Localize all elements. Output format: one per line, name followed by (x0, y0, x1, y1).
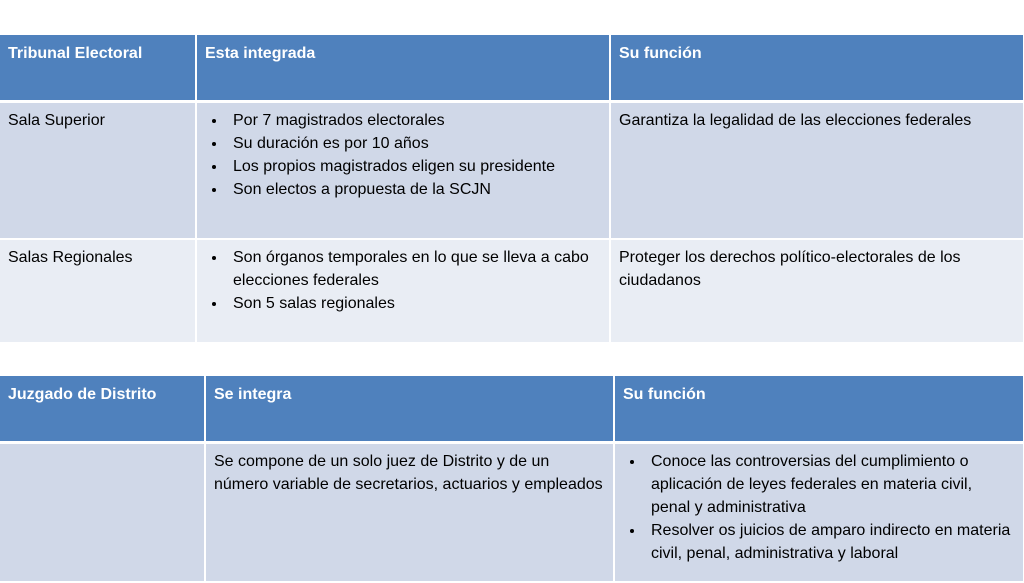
row-label: Salas Regionales (0, 239, 196, 343)
function-cell: Proteger los derechos político-electorales de los ciudadanos (610, 239, 1024, 343)
tribunal-electoral-table (0, 35, 1024, 344)
column-header: Esta integrada (196, 35, 610, 101)
integration-cell: Se compone de un solo juez de Distrito y de un número variable de secretarios, actuarios y empleados (205, 442, 614, 582)
column-header: Juzgado de Distrito (0, 376, 205, 442)
list-item: • Por 7 magistrados electorales (227, 109, 601, 132)
list-item: • Su duración es por 10 años (227, 132, 601, 155)
bullet-cell (196, 239, 610, 343)
column-header: Su función (614, 376, 1024, 442)
list-item: • Son 5 salas regionales (227, 292, 601, 315)
table-row (0, 442, 1024, 582)
row-label: Sala Superior (0, 101, 196, 239)
list-item: • Son electos a propuesta de la SCJN (227, 178, 601, 201)
bullet-list (205, 109, 601, 201)
list-item: • Conoce las controversias del cumplimiento o aplicación de leyes federales en materia civil, penal y administrativa (645, 450, 1015, 519)
column-header: Se integra (205, 376, 614, 442)
list-item: • Resolver os juicios de amparo indirecto en materia civil, penal, administrativa y laboral (645, 519, 1015, 565)
list-item: • Son órganos temporales en lo que se lleva a cabo elecciones federales (227, 246, 601, 292)
bullet-list (205, 246, 601, 315)
row-label (0, 442, 205, 582)
function-cell: Garantiza la legalidad de las elecciones federales (610, 101, 1024, 239)
table-header-row (0, 35, 1024, 101)
column-header: Tribunal Electoral (0, 35, 196, 101)
column-header: Su función (610, 35, 1024, 101)
table-header-row (0, 376, 1024, 442)
table-row (0, 101, 1024, 239)
bullet-cell (614, 442, 1024, 582)
list-item: • Los propios magistrados eligen su presidente (227, 155, 601, 178)
table-row (0, 239, 1024, 343)
juzgado-distrito-table (0, 376, 1024, 583)
bullet-cell (196, 101, 610, 239)
bullet-list (623, 450, 1015, 565)
